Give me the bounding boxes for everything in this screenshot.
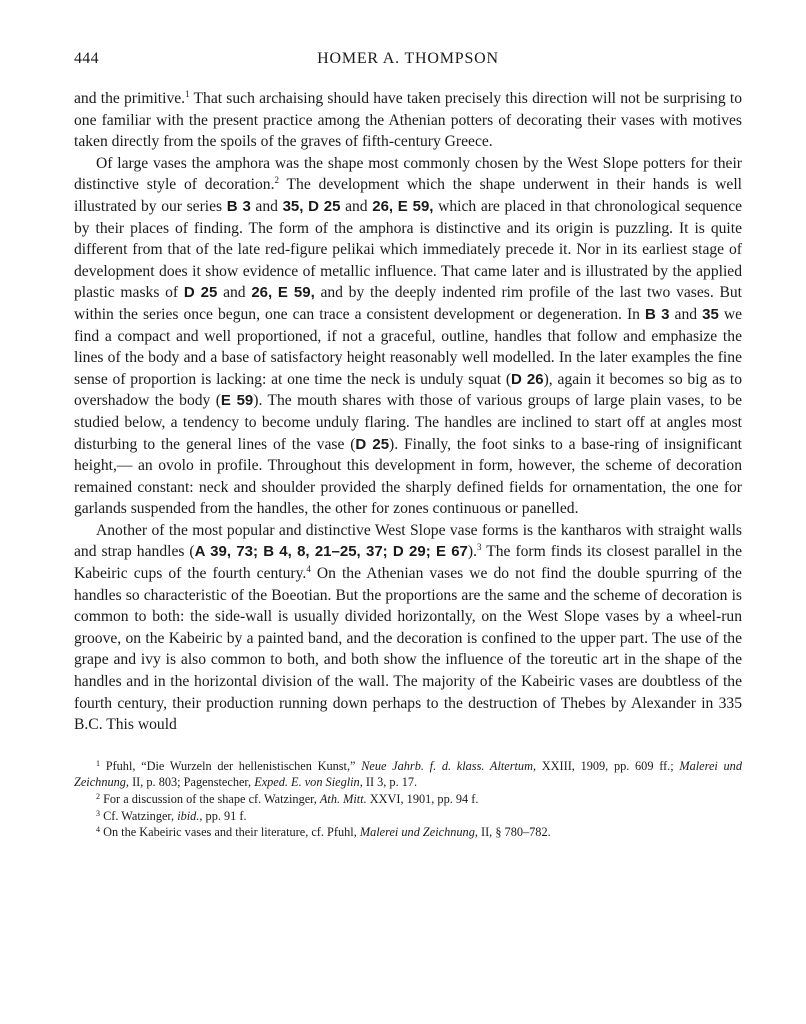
text-run: and — [669, 305, 703, 323]
page-number: 444 — [74, 50, 99, 67]
citation-title: Neue Jahrb. f. d. klass. Altertum, — [361, 758, 537, 773]
text-run: and — [217, 284, 252, 302]
footnote-marker: 2 — [274, 175, 279, 186]
catalog-ref: E 59 — [220, 392, 254, 410]
text-run: Pfuhl, “Die Wurzeln der hellenistischen Kunst,” — [100, 758, 362, 773]
text-run: XXVI, 1901, pp. 94 f. — [366, 792, 479, 806]
footnote-number: 2 — [96, 792, 100, 801]
text-run: ). The mouth shares with those of various groups of large plain vases, to be studied below, a tendency to become unduly flaring. The handles are inclined to start off at angles most disturbing to the general lines of the vase ( — [74, 392, 742, 453]
citation-title: Malerei und Zeichnung, — [74, 758, 742, 790]
paragraph-1 — [74, 88, 742, 153]
catalog-ref: A 39, 73; B 4, 8, 21–25, 37; D 29; E 67 — [194, 543, 468, 561]
text-run: ). — [467, 543, 477, 561]
catalog-ref: D 25 — [355, 435, 390, 453]
footnote-1 — [74, 758, 742, 791]
catalog-ref: D 25 — [183, 284, 218, 302]
text-run: II 3, p. 17. — [362, 775, 418, 790]
running-title: HOMER A. THOMPSON — [317, 50, 499, 67]
citation-title: Exped. E. von Sieglin, — [254, 775, 363, 790]
paragraph-3 — [74, 520, 742, 736]
page — [74, 50, 742, 841]
catalog-ref: E 59, — [397, 197, 434, 215]
footnote-marker: 4 — [306, 564, 311, 575]
catalog-ref: B 3 — [645, 305, 670, 323]
text-run: ). Finally, the foot sinks to a base-ring of insignificant height,— an ovolo in profile. Throughout this development in form, however, the scheme of decoration remained constant: neck and shoulder provided the sharply defined fields for ornamentation, the one for garlands suspended from the handles, the other for zones continuous or panelled. — [74, 435, 743, 518]
text-run: On the Kabeiric vases and their literature, cf. Pfuhl, — [100, 825, 360, 840]
footnote-2 — [74, 791, 742, 808]
text-run: ), again it becomes so big as to overshadow the body ( — [74, 370, 742, 410]
footnote-marker: 3 — [477, 542, 482, 553]
footnote-number: 4 — [96, 825, 100, 835]
text-run: XXIII, 1909, pp. 609 ff.; — [536, 758, 680, 773]
catalog-ref: 35 — [702, 305, 719, 323]
citation-title: ibid., — [177, 808, 203, 823]
text-run: we find a compact and well proportioned, if not a graceful, outline, handles that follow and emphasize the lines of the body and a base of satisfactory height reasonably well modelled. In the later examples the fine sense of proportion is lacking: at one time the neck is unduly squat ( — [74, 305, 743, 388]
text-run: pp. 91 f. — [202, 808, 247, 823]
paragraph-2 — [74, 153, 742, 520]
footnote-4 — [74, 824, 742, 841]
catalog-ref: E 59, — [277, 284, 315, 302]
body-text — [74, 88, 742, 736]
text-run: That such archaising should have taken precisely this direction will not be surprising to one familiar with the present practice among the Athenian potters of decorating their vases with motives taken directly from the spoils of the graves of fifth-century Greece. — [74, 90, 742, 151]
citation-title: Ath. Mitt. — [319, 792, 367, 806]
text-run: and — [340, 197, 373, 215]
text-run: Cf. Watzinger, — [100, 808, 178, 823]
catalog-ref: B 3 — [226, 197, 251, 215]
text-run: Of large vases the amphora was the shape most commonly chosen by the West Slope potters for their distinctive style of decoration. — [74, 154, 742, 194]
footnote-marker: 1 — [185, 89, 190, 99]
catalog-ref: D 25 — [308, 197, 341, 215]
footnote-number: 1 — [96, 758, 100, 768]
citation-title: Malerei und Zeichnung, — [359, 825, 478, 840]
text-run: and by the deeply indented rim profile of the last two vases. But within the series once begun, one can trace a consistent development or degeneration. In — [74, 284, 742, 323]
catalog-ref: 35, — [282, 197, 304, 215]
text-run: The form finds its closest parallel in the Kabeiric cups of the fourth century. — [74, 543, 742, 583]
page-header — [74, 50, 742, 74]
catalog-ref: D 26 — [511, 370, 544, 388]
text-run: II, p. 803; Pagenstecher, — [129, 775, 255, 790]
text-run: On the Athenian vases we do not find the double spurring of the handles so characteristic of the Boeotian. But the proportions are the same and the scheme of decoration is common to both: the side-wall is usually divided horizontally, on the West Slope vases by a wheel-run groove, on the Kabeiric by a painted band, and the decoration is confined to the upper part. The use of the grape and ivy is also common to both, and both show the influence of the toreutic art in the shape of the handles and in the horizontal division of the wall. The majority of the Kabeiric vases are doubtless of the fourth century, their production running down perhaps to the destruction of Thebes by Alexander in 335 B.C. This would — [74, 565, 742, 734]
footnote-3 — [74, 808, 742, 825]
catalog-ref: 26, — [251, 284, 273, 302]
text-run: For a discussion of the shape cf. Watzinger, — [100, 792, 320, 806]
footnote-number: 3 — [96, 808, 100, 818]
text-run: Another of the most popular and distinctive West Slope vase forms is the kantharos with straight walls and strap handles ( — [74, 521, 742, 561]
text-run: II, § 780–782. — [477, 825, 551, 840]
text-run: The development which the shape underwent in their hands is well illustrated by our series — [74, 176, 742, 215]
catalog-ref: 26, — [372, 197, 394, 215]
footnotes — [74, 758, 742, 841]
text-run: which are placed in that chronological sequence by their places of finding. The form of the amphora is distinctive and its origin is puzzling. It is quite different from that of the late red-figure pelikai which immediately precede it. Nor in its earliest stage of development does it show evidence of metallic influence. That came later and is illustrated by the applied plastic masks of — [74, 197, 743, 302]
text-run: and — [250, 197, 283, 215]
text-run: and the primitive. — [74, 90, 186, 107]
